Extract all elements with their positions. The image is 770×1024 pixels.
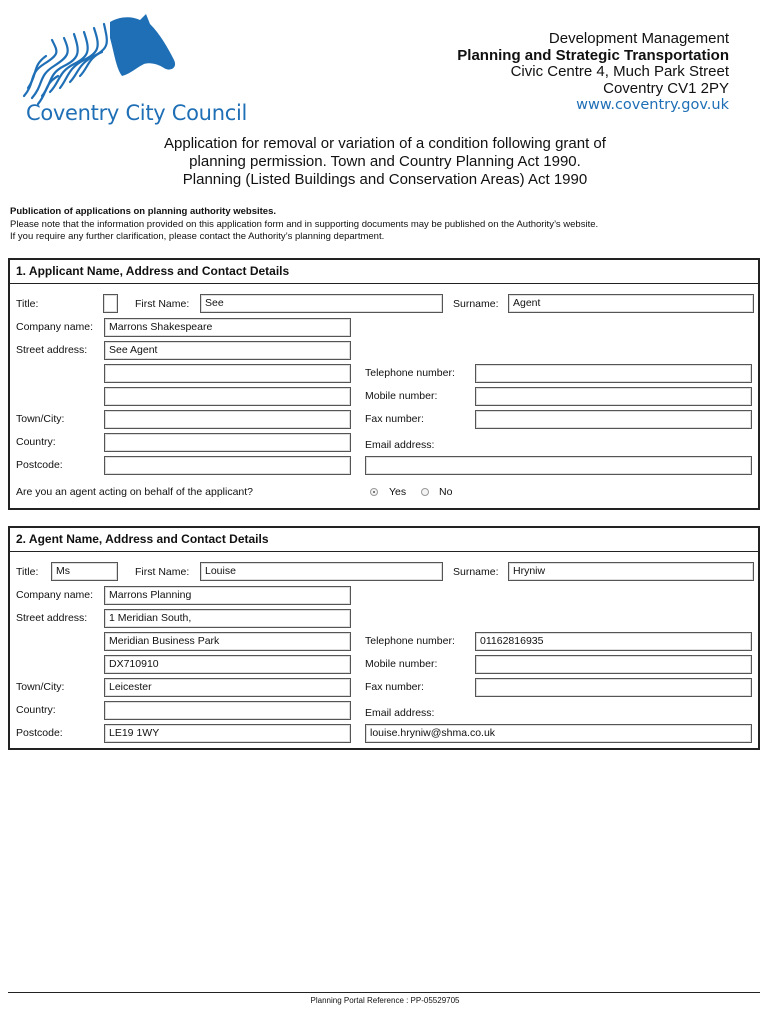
country-field[interactable]: [104, 701, 351, 720]
title-line-2: planning permission. Town and Country Planning Act 1990.: [189, 153, 581, 170]
street-field-3[interactable]: DX710910: [104, 655, 351, 674]
mobile-label: Mobile number:: [365, 390, 438, 402]
division-name: Planning and Strategic Transportation: [457, 46, 729, 64]
telephone-label: Telephone number:: [365, 635, 455, 647]
title-label: Title:: [16, 298, 39, 310]
postcode-label: Postcode:: [16, 727, 63, 739]
mobile-field[interactable]: [475, 655, 752, 674]
address-line: Civic Centre 4, Much Park Street: [510, 63, 729, 80]
form-title: [0, 135, 770, 189]
publication-text-1: Please note that the information provided on this application form and in supporting documents may be published on the Authority’s website.: [10, 218, 599, 230]
footer-divider: [8, 992, 760, 993]
telephone-label: Telephone number:: [365, 367, 455, 379]
title-field[interactable]: [103, 294, 118, 313]
email-label: Email address:: [365, 439, 435, 451]
country-label: Country:: [16, 436, 56, 448]
department-name: Development Management: [548, 30, 729, 47]
fax-label: Fax number:: [365, 681, 424, 693]
first-name-label: First Name:: [135, 298, 190, 310]
country-label: Country:: [16, 704, 56, 716]
section-heading: 1. Applicant Name, Address and Contact Details: [10, 260, 758, 284]
surname-field[interactable]: Hryniw: [508, 562, 754, 581]
council-logo: [18, 12, 188, 112]
email-field[interactable]: [365, 456, 752, 475]
town-label: Town/City:: [16, 413, 65, 425]
header-address: [457, 31, 729, 114]
postcode-field[interactable]: LE19 1WY: [104, 724, 351, 743]
yes-label: Yes: [389, 486, 407, 498]
fax-label: Fax number:: [365, 413, 424, 425]
council-name: Coventry City Council: [26, 101, 248, 125]
publication-text-2: If you require any further clarification, please contact the Authority’s planning department.: [10, 231, 385, 242]
town-label: Town/City:: [16, 681, 65, 693]
publication-heading: Publication of applications on planning authority websites.: [10, 206, 277, 217]
agent-section: [8, 526, 760, 750]
publication-notice: [10, 206, 598, 244]
title-line-3: Planning (Listed Buildings and Conservation Areas) Act 1990: [182, 171, 588, 188]
mobile-field[interactable]: [475, 387, 752, 406]
first-name-label: First Name:: [135, 566, 190, 578]
applicant-section: [8, 258, 760, 510]
agent-question: Are you an agent acting on behalf of the applicant?: [16, 486, 254, 498]
horse-logo-icon: [18, 12, 188, 107]
telephone-field[interactable]: 01162816935: [475, 632, 752, 651]
email-label: Email address:: [365, 707, 435, 719]
mobile-label: Mobile number:: [365, 658, 438, 670]
street-field-2[interactable]: [104, 364, 351, 383]
email-field[interactable]: louise.hryniw@shma.co.uk: [365, 724, 752, 743]
telephone-field[interactable]: [475, 364, 752, 383]
surname-label: Surname:: [453, 566, 499, 578]
town-field[interactable]: [104, 410, 351, 429]
first-name-field[interactable]: See: [200, 294, 443, 313]
title-line-1: Application for removal or variation of a condition following grant of: [164, 135, 606, 152]
title-field[interactable]: Ms: [51, 562, 118, 581]
agent-no-radio[interactable]: [421, 488, 429, 496]
postcode-label: Postcode:: [16, 459, 63, 471]
section-heading: 2. Agent Name, Address and Contact Details: [10, 528, 758, 552]
address-postcode: Coventry CV1 2PY: [603, 79, 729, 97]
company-label: Company name:: [16, 589, 94, 601]
agent-yes-radio[interactable]: [370, 488, 378, 496]
street-field-1[interactable]: 1 Meridian South,: [104, 609, 351, 628]
street-field-3[interactable]: [104, 387, 351, 406]
company-label: Company name:: [16, 321, 94, 333]
company-field[interactable]: Marrons Planning: [104, 586, 351, 605]
planning-portal-reference: Planning Portal Reference : PP-05529705: [310, 996, 460, 1005]
fax-field[interactable]: [475, 410, 752, 429]
no-label: No: [439, 486, 453, 498]
postcode-field[interactable]: [104, 456, 351, 475]
company-field[interactable]: Marrons Shakespeare: [104, 318, 351, 337]
first-name-field[interactable]: Louise: [200, 562, 443, 581]
street-label: Street address:: [16, 612, 88, 624]
website-link[interactable]: www.coventry.gov.uk: [576, 97, 729, 113]
surname-label: Surname:: [453, 298, 499, 310]
surname-field[interactable]: Agent: [508, 294, 754, 313]
town-field[interactable]: Leicester: [104, 678, 351, 697]
street-field-2[interactable]: Meridian Business Park: [104, 632, 351, 651]
country-field[interactable]: [104, 433, 351, 452]
street-label: Street address:: [16, 344, 88, 356]
title-label: Title:: [16, 566, 39, 578]
street-field-1[interactable]: See Agent: [104, 341, 351, 360]
fax-field[interactable]: [475, 678, 752, 697]
